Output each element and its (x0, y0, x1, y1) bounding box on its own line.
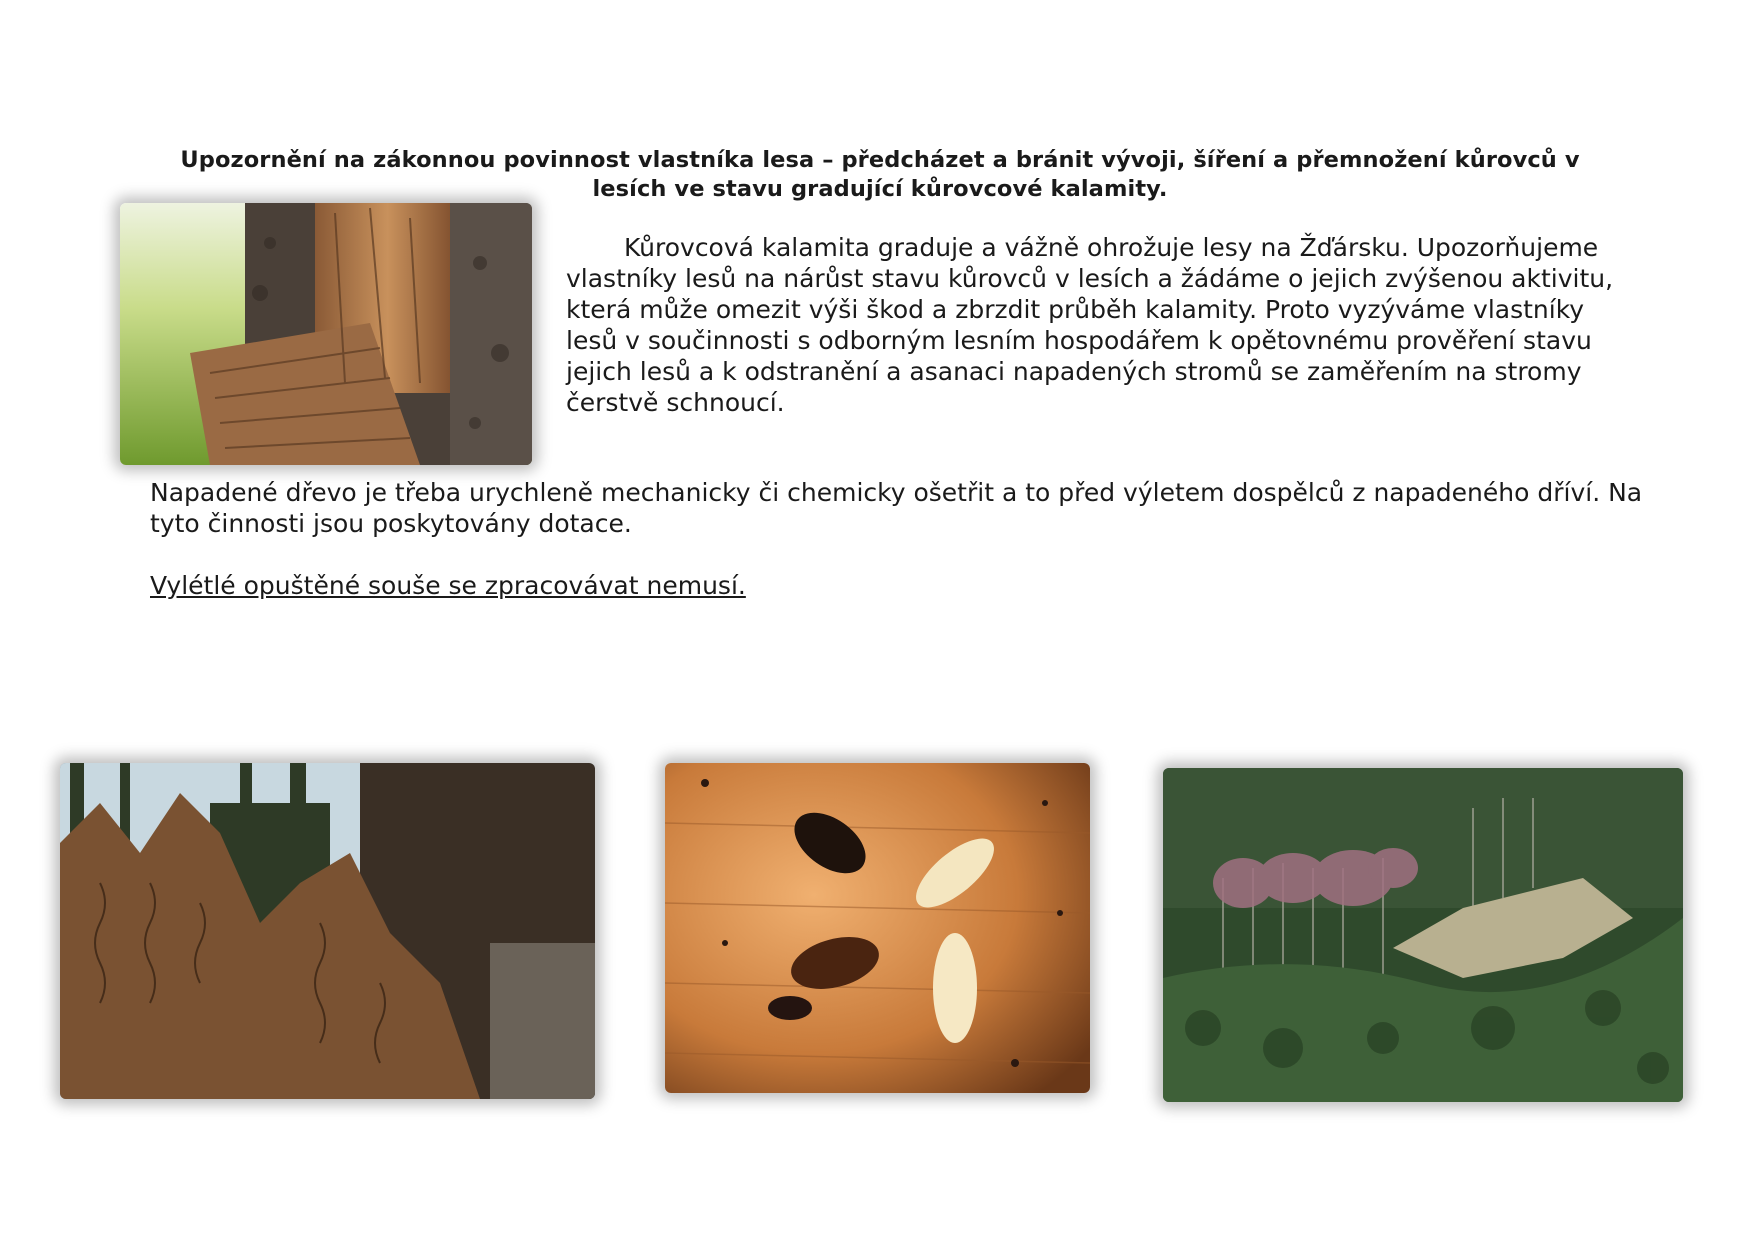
paragraph-warning: Kůrovcová kalamita graduje a vážně ohrožuje lesy na Žďársku. Upozorňujeme vlastníky lesů na nárůst stavu kůrovců v lesích a žádáme o jejich zvýšenou aktivitu, která může omezit výši škod a zbrzdit průběh kalamity. Proto vyzýváme vlastníky lesů v součinnosti s odborným lesním hospodářem k opětovnému prověření stavu jejich lesů a k odstranění a asanaci napadených stromů se zaměřením na stromy čerstvě schnoucí. (566, 233, 1614, 417)
bark-galleries-photo (60, 763, 595, 1099)
note-dry-trees: Vylétlé opuštěné souše se zpracovávat nemusí. (150, 571, 746, 600)
bark-beetles-photo (665, 763, 1090, 1093)
document-title: Upozornění na zákonnou povinnost vlastníka lesa – předcházet a bránit vývoji, šíření a přemnožení kůrovců v lesích ve stavu gradující kůrovcové kalamity. (180, 147, 1580, 202)
paragraph-treatment: Napadené dřevo je třeba urychleně mechanicky či chemicky ošetřit a to před výletem dospělců z napadeného dříví. Na tyto činnosti jsou poskytovány dotace. (150, 478, 1643, 538)
damaged-trunk-photo (120, 203, 532, 465)
forest-clearing-photo (1163, 768, 1683, 1102)
